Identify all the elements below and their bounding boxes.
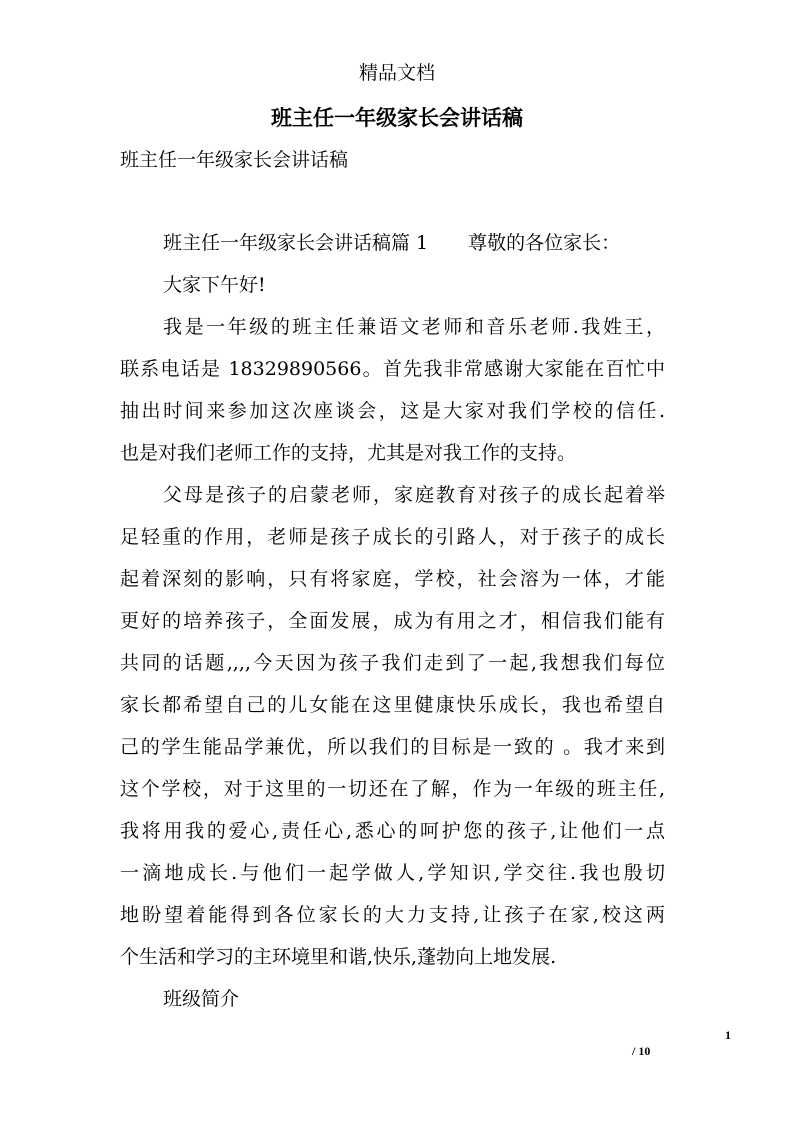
header-mark: 精品文档: [358, 62, 435, 84]
paragraph-line: 我将用我的爱心,责任心,悉心的呵护您的孩子,让他们一点: [120, 820, 665, 842]
document-subtitle: 班主任一年级家长会讲话稿: [120, 149, 349, 171]
page-total: / 10: [632, 1044, 651, 1058]
paragraph-line: 家长都希望自己的儿女能在这里健康快乐成长，我也希望自: [120, 694, 665, 716]
paragraph-line: 联系电话是 18329890566。首先我非常感谢大家能在百忙中: [120, 358, 665, 380]
paragraph-line: 我是一年级的班主任兼语文老师和音乐老师.我姓王，: [163, 316, 665, 338]
paragraph-line: 一滴地成长.与他们一起学做人,学知识,学交往.我也殷切: [120, 862, 665, 884]
paragraph-line: 这个学校，对于这里的一切还在了解，作为一年级的班主任,: [120, 778, 665, 800]
section-heading-class-intro: 班级简介: [163, 988, 240, 1010]
paragraph-line: 大家下午好!: [163, 274, 266, 296]
section-heading: 班主任一年级家长会讲话稿篇 1: [163, 232, 429, 254]
paragraph-line: 起着深刻的影响，只有将家庭，学校，社会溶为一体，才能: [120, 568, 665, 590]
section-heading-line: [163, 230, 665, 256]
page-number: 1: [725, 1028, 731, 1042]
paragraph-line: 更好的培养孩子，全面发展，成为有用之才，相信我们能有: [120, 610, 665, 632]
paragraph-line: 个生活和学习的主环境里和谐,快乐,蓬勃向上地发展.: [120, 946, 557, 968]
greeting: 尊敬的各位家长：: [468, 232, 621, 254]
paragraph-line: 地盼望着能得到各位家长的大力支持,让孩子在家,校这两: [120, 904, 665, 926]
paragraph-line: 己的学生能品学兼优，所以我们的目标是一致的 。我才来到: [120, 736, 665, 758]
paragraph-line: 父母是孩子的启蒙老师，家庭教育对孩子的成长起着举: [163, 484, 665, 506]
paragraph-line: 也是对我们老师工作的支持，尤其是对我工作的支持。: [120, 442, 577, 464]
paragraph-line: 共同的话题,,,,今天因为孩子我们走到了一起,我想我们每位: [120, 652, 665, 674]
document-title: 班主任一年级家长会讲话稿: [271, 105, 523, 130]
paragraph-line: 足轻重的作用，老师是孩子成长的引路人，对于孩子的成长: [120, 526, 665, 548]
paragraph-line: 抽出时间来参加这次座谈会，这是大家对我们学校的信任.: [120, 400, 665, 422]
